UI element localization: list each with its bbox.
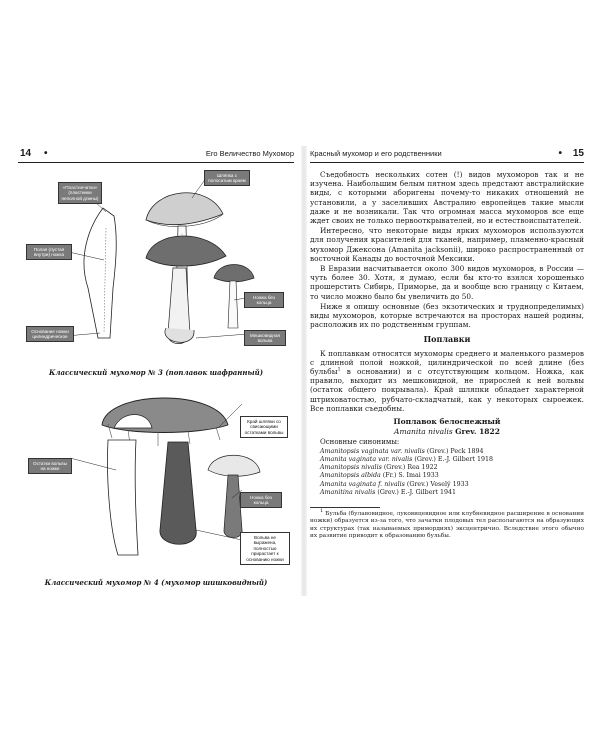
paragraph: Ниже я опишу основные (без экзотических и труднопределимых) виды мухоморов, которые встречаются на просторах нашей родины, расположив их по родственным группам.: [310, 301, 584, 330]
right-bullet: •: [558, 148, 562, 159]
callout-adnate-volva: Вольва не выражена, полностью прирастает к основанию ножки: [240, 532, 290, 565]
callout-volva-remnants: Остатки вольвы на ножке: [28, 458, 72, 474]
book-spread: [18, 146, 584, 596]
right-running-title: Красный мухомор и его родственники: [310, 149, 442, 158]
callout-appendiculate-margin: Край шляпки со свисающими остатками вольвы: [240, 416, 288, 438]
paragraph: Интересно, что некоторые виды ярких мухоморов используются для получения красителей для тканей, например, пламенно-красный мухомор Джексона (Amanita jacksonii), широко распространенный от восточной Канады до восточной Мексики.: [310, 226, 584, 263]
synonym-item: Amanitina nivalis (Grev.) E.-J. Gilbert 1941: [320, 488, 456, 496]
figure-2-caption: Классический мухомор № 4 (мухомор шишковидный): [44, 578, 268, 587]
callout-striate-cap: Шляпка с полосатым краем: [204, 170, 250, 186]
synonym-item: Amanitopsis vaginata var. nivalis (Grev.) Peck 1894: [320, 447, 484, 455]
callout-hollow-stem: Полая (пустая внутри) ножка: [26, 244, 72, 260]
synonym-item: Amanitopsis nivalis (Grev.) Rea 1922: [320, 464, 438, 472]
right-page-number: 15: [572, 148, 584, 159]
book-gutter: [301, 146, 307, 596]
species-latin-name: Amanita nivalis Grev. 1822: [394, 427, 500, 437]
callout-lamellulae: «Пластинчатки» (пластинки неполной длины): [58, 182, 102, 204]
figure-1-caption: Классический мухомор № 3 (поплавок шафранный): [48, 368, 264, 377]
callout-no-ring: Ножка без кольца: [244, 292, 284, 308]
synonyms-title: Основные синонимы:: [320, 438, 400, 447]
paragraph: Съедобность нескольких сотен (!) видов мухоморов так и не изучена. Наибольшим белым пятном здесь предстают австралийские виды, с которыми аборигены почему-то никаких отношений не установили, а у заселивших Австралию европейцев такие мысли даже и не возникали. Так что огромная масса мухоморов все еще ждет своих не только первооткрывателей, но и естествоиспытателей.: [310, 170, 584, 226]
left-running-title: Его Величество Мухомор: [205, 149, 294, 158]
callout-no-ring-2: Ножка без кольца: [240, 492, 282, 508]
right-running-head: [310, 146, 584, 163]
synonym-item: Amanita vaginata var. nivalis (Grev.) E.-J. Gilbert 1918: [320, 455, 494, 463]
right-page: [310, 146, 584, 596]
paragraph: В Евразии насчитывается около 300 видов мухоморов, в России — чуть более 30. Хотя, я думаю, если бы кто-то взялся хорошенько прошерстить Сибирь, Приморье, да и вообще всю границу с Китаем, то число можно было бы увеличить до 50.: [310, 264, 584, 301]
right-body-text: [310, 170, 584, 540]
species-heading: Поплавок белоснежный: [393, 417, 501, 427]
footnote: $^1$ Бульба (булавовидное, луковицевидное или клубневидное расширение в основании ножки) образуется из-за того, что зачатки плодовых тел располагаются на образующих их структурах (так называемых примордиях) эксцентрично. Вследствие этого обычно их развитие приводит к образованию бульбы.: [310, 507, 584, 539]
left-running-head: [18, 146, 294, 163]
left-bullet: •: [44, 148, 48, 159]
section-heading: Поплавки: [423, 334, 471, 345]
left-page-number: 14: [20, 148, 32, 159]
callout-saccate-volva: Мешковидная вольва: [244, 330, 286, 346]
section-paragraph: К поплавкам относятся мухоморы среднего и маленького размеров с длинной полой ножкой, цилиндрической по всей длине (без бульбы$^1$ в основании) и с отсутствующим кольцом. Ножка, как правило, выходит из мешковидной, не прирослей к ней вольвы (остаток общего покрывала). Край шляпки обладает характерной штриховатостью, рубчато-складчатый, как у некоторых сыроежек. Все поплавки съедобны.: [310, 348, 584, 413]
left-page: [18, 146, 294, 596]
callout-cylindrical-base: Основание ножки цилиндрическое: [26, 326, 74, 342]
synonym-item: Amanita vaginata f. nivalis (Grev.) Veselý 1933: [320, 480, 469, 488]
synonym-item: Amanitopsis albida (Fr.) S. Imai 1933: [320, 472, 439, 480]
footnote-ref: 1: [337, 366, 341, 373]
